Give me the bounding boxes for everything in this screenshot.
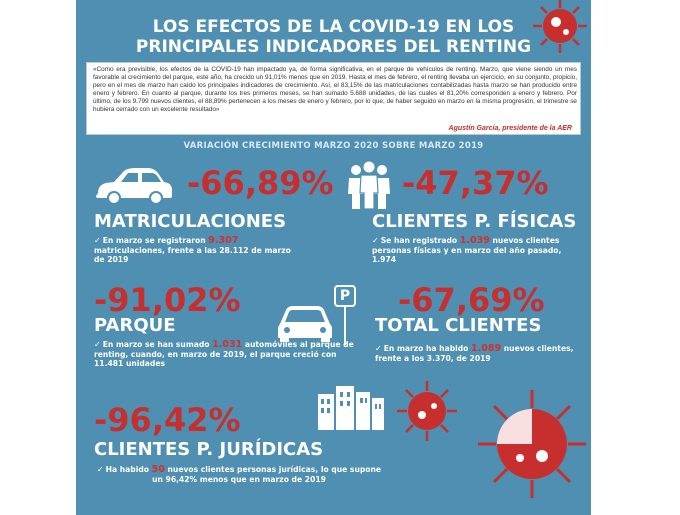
parque-percent: -91,02%: [94, 281, 241, 319]
parking-sign-icon: P: [334, 285, 356, 307]
juridicas-label: CLIENTES P. JURÍDICAS: [94, 439, 324, 460]
check-icon: ✓: [372, 236, 379, 245]
parque-description: ✓ En marzo se han sumado 1.031 automóviles al parque de renting, cuando, en marzo de 2019, el parque creció con 11.481 unidades: [94, 339, 354, 368]
virus-icon: [472, 384, 591, 504]
quote-author: Agustín García, presidente de la AER: [448, 125, 572, 132]
virus-icon: [530, 0, 590, 56]
buildings-icon: [316, 384, 386, 430]
matriculaciones-description: ✓ En marzo se registraron 9.307 matriculaciones, frente a las 28.112 de marzo de 2019: [94, 235, 291, 264]
title-line-1: LOS EFECTOS DE LA COVID-19 EN LOS: [152, 17, 515, 37]
title-line-2: PRINCIPALES INDICADORES DEL RENTING: [135, 37, 532, 57]
matriculaciones-percent: -66,89%: [187, 164, 334, 202]
juridicas-percent: -96,42%: [94, 401, 241, 439]
quote-box: [86, 62, 581, 135]
total-percent: -67,69%: [398, 281, 545, 319]
parque-label: PARQUE: [94, 315, 176, 336]
quote-text: «Como era previsible, los efectos de la COVID-19 han impactado ya, de forma significativa, en el parque de vehículos de renting. Marzo, que viene siendo un mes favorable al crecimiento del parque, este año, ha crecido un 91,01% menos que en 2019. Hasta el mes de febrero, el renting llevaba un ejercicio, en su conjunto, propicio, pero en el mes de marzo han caído los principales indicadores de crecimiento. Así, el 83,15% de las matriculaciones contabilizadas hasta marzo se han producido entre enero y febrero. En cuanto al parque, durante los tres primeros meses, se han sumado 5.688 unidades, de las cuales el 81,20% corresponden a enero y febrero. Por último, de los 9.799 nuevos clientes, el 88,89% pertenecen a los meses de enero y febrero, por lo que, de haber seguido en marzo en la misma progresión, el trimestre se hubiera cerrado con un excelente resultado»: [93, 66, 577, 114]
check-icon: ✓: [96, 465, 104, 474]
total-description: ✓ En marzo ha habido 1.089 nuevos clientes, frente a los 3.370, de 2019: [375, 343, 574, 363]
check-icon: ✓: [94, 340, 101, 349]
infographic-panel: [76, 0, 591, 515]
parked-car-icon: [274, 300, 336, 342]
fisicas-description: ✓ Se han registrado 1.039 nuevos clientes personas físicas y en marzo del año pasado, 1.974: [372, 235, 562, 264]
virus-icon: [394, 378, 460, 444]
fisicas-percent: -47,37%: [402, 164, 549, 202]
check-icon: ✓: [375, 344, 382, 353]
section-subtitle: VARIACIÓN CRECIMIENTO MARZO 2020 SOBRE MARZO 2019: [183, 141, 484, 151]
fisicas-label: CLIENTES P. FÍSICAS: [372, 211, 577, 232]
check-icon: ✓: [94, 236, 101, 245]
juridicas-description: ✓ Ha habido 50 nuevos clientes personas jurídicas, lo que supone un 96,42% menos que en marzo de 2019: [96, 464, 382, 484]
matriculaciones-label: MATRICULACIONES: [94, 211, 287, 232]
car-icon: [92, 163, 176, 209]
people-icon: [344, 161, 394, 211]
total-label: TOTAL CLIENTES: [375, 315, 542, 336]
